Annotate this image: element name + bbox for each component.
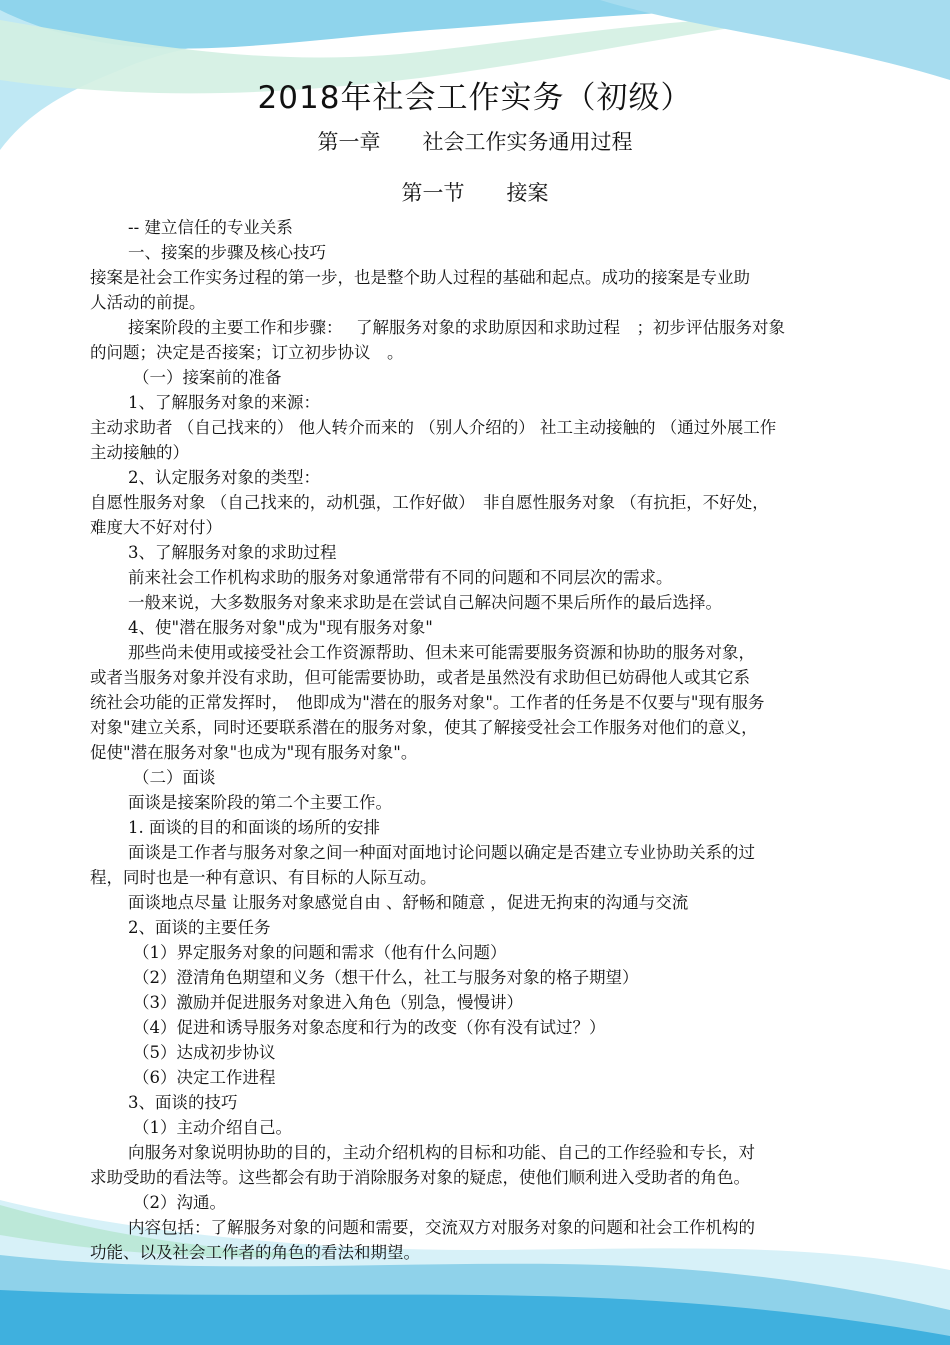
body-line: （1）界定服务对象的问题和需求（他有什么问题） (133, 943, 507, 962)
body-line: 人活动的前提。 (90, 293, 206, 312)
body-line: （4）促进和诱导服务对象态度和行为的改变（你有没有试过？） (133, 1018, 606, 1037)
body-line: 主动求助者 （自己找来的） 他人转介而来的 （别人介绍的） 社工主动接触的 （通过外展工作 (90, 418, 777, 437)
body-line: （一）接案前的准备 (133, 368, 282, 387)
chapter-number: 第一章 (317, 130, 381, 154)
body-line: 3、面谈的技巧 (128, 1093, 238, 1112)
chapter-heading (0, 126, 950, 156)
body-line: 功能、以及社会工作者的角色的看法和期望。 (90, 1243, 420, 1262)
section-number: 第一节 (401, 181, 465, 205)
body-line: （6）决定工作进程 (133, 1068, 276, 1087)
body-line: 接案阶段的主要工作和步骤： 了解服务对象的求助原因和求助过程 ；初步评估服务对象 (128, 318, 785, 337)
body-line: -- 建立信任的专业关系 (128, 218, 293, 237)
body-line: 一般来说，大多数服务对象来求助是在尝试自己解决问题不果后所作的最后选择。 (128, 593, 722, 612)
body-line: 求助受助的看法等。这些都会有助于消除服务对象的疑虑，使他们顺利进入受助者的角色。 (90, 1168, 750, 1187)
body-line: 2、认定服务对象的类型： (128, 468, 320, 487)
body-line: 4、使"潜在服务对象"成为"现有服务对象" (128, 618, 433, 637)
body-line: 2、面谈的主要任务 (128, 918, 271, 937)
body-line: 1. 面谈的目的和面谈的场所的安排 (128, 818, 380, 837)
body-line: 向服务对象说明协助的目的，主动介绍机构的目标和功能、自己的工作经验和专长，对 (128, 1143, 755, 1162)
body-line: 对象"建立关系，同时还要联系潜在的服务对象，使其了解接受社会工作服务对他们的意义， (90, 718, 758, 737)
body-line: （5）达成初步协议 (133, 1043, 276, 1062)
body-line: 程，同时也是一种有意识、有目标的人际互动。 (90, 868, 437, 887)
body-line: 的问题；决定是否接案；订立初步协议 。 (90, 343, 404, 362)
body-line: （1）主动介绍自己。 (133, 1118, 292, 1137)
body-line: 面谈是工作者与服务对象之间一种面对面地讨论问题以确定是否建立专业协助关系的过 (128, 843, 755, 862)
body-line: 前来社会工作机构求助的服务对象通常带有不同的问题和不同层次的需求。 (128, 568, 673, 587)
body-line: 一、接案的步骤及核心技巧 (128, 243, 326, 262)
body-line: （2）澄清角色期望和义务（想干什么，社工与服务对象的格子期望） (133, 968, 639, 987)
body-line: 面谈地点尽量 让服务对象感觉自由 、舒畅和随意 ，促进无拘束的沟通与交流 (128, 893, 689, 912)
body-line: 统社会功能的正常发挥时， 他即成为"潜在的服务对象"。工作者的任务是不仅要与"现有服务 (90, 693, 765, 712)
body-line: 难度大不好对付） (90, 518, 222, 537)
section-name: 接案 (506, 181, 549, 205)
body-line: （二）面谈 (133, 768, 216, 787)
body-line: 那些尚未使用或接受社会工作资源帮助、但未来可能需要服务资源和协助的服务对象， (128, 643, 755, 662)
body-line: 1、了解服务对象的来源： (128, 393, 320, 412)
body-line: 接案是社会工作实务过程的第一步，也是整个助人过程的基础和起点。成功的接案是专业助 (90, 268, 750, 287)
body-line: 促使"潜在服务对象"也成为"现有服务对象"。 (90, 743, 418, 762)
body-line: 或者当服务对象并没有求助，但可能需要协助，或者是虽然没有求助但已妨碍他人或其它系 (90, 668, 750, 687)
body-line: （3）激励并促进服务对象进入角色（别急，慢慢讲） (133, 993, 523, 1012)
body-line: 面谈是接案阶段的第二个主要工作。 (128, 793, 392, 812)
section-heading (0, 177, 950, 207)
body-line: 3、了解服务对象的求助过程 (128, 543, 337, 562)
chapter-name: 社会工作实务通用过程 (422, 130, 633, 154)
document-title: 2018年社会工作实务（初级） (257, 80, 693, 116)
body-line: 自愿性服务对象 （自己找来的，动机强，工作好做） 非自愿性服务对象 （有抗拒，不好处， (90, 493, 769, 512)
body-line: 内容包括：了解服务对象的问题和需要，交流双方对服务对象的问题和社会工作机构的 (128, 1218, 755, 1237)
body-line: （2）沟通。 (133, 1193, 226, 1212)
body-line: 主动接触的） (90, 443, 189, 462)
